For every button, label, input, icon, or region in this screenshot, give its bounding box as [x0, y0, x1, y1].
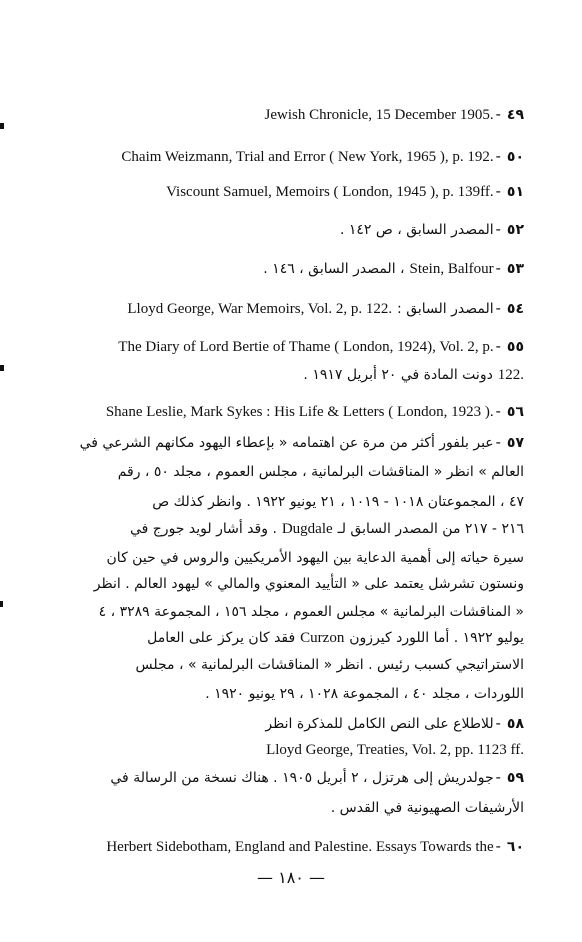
endnote-dash: - — [495, 433, 501, 451]
endnote-number: ٥٤ — [506, 301, 524, 317]
endnote-line — [50, 146, 524, 167]
endnote-continuation — [50, 601, 524, 622]
citation-text: Jewish Chronicle, 15 December 1905. — [264, 107, 494, 123]
citation-text: The Diary of Lord Bertie of Thame ( London, 1924), Vol. 2, p. — [118, 339, 494, 355]
arabic-text: . وقد أشار لويد جورج في — [129, 521, 277, 537]
arabic-text: ، المصدر السابق ، ١٤٦ . — [263, 261, 405, 277]
arabic-text: العالم » انظر « المناقشات البرلمانية ، مجلس العموم ، مجلد ٥٠ ، رقم — [117, 464, 524, 480]
endnote-line — [50, 767, 524, 788]
margin-mark — [0, 365, 4, 371]
arabic-text: سيرة حياته إلى أهمية الدعاية بين اليهود الأمريكيين والروس في حين كان — [106, 550, 524, 566]
page-number-value: ١٨٠ — [278, 868, 304, 887]
arabic-text: للاطلاع على النص الكامل للمذكرة انظر — [265, 716, 494, 732]
endnote-continuation — [50, 518, 524, 539]
citation-text: Lloyd George, War Memoirs, Vol. 2, p. 122. — [127, 301, 393, 317]
endnote-continuation — [50, 364, 524, 385]
endnote-dash: - — [495, 147, 501, 165]
arabic-text: « المناقشات البرلمانية » مجلس العموم ، مجلد ١٥٦ ، المجموعة ٣٢٨٩ ، ٤ — [98, 604, 524, 620]
arabic-text: المصدر السابق : — [397, 301, 494, 317]
endnote-line — [50, 401, 524, 422]
citation-text: Shane Leslie, Mark Sykes : His Life & Letters ( London, 1923 ). — [105, 404, 494, 420]
arabic-text: الأرشيفات الصهيونية في القدس . — [330, 800, 524, 816]
citation-text: Stein, Balfour — [409, 261, 494, 277]
endnote-dash: - — [495, 182, 501, 200]
endnote-number: ٦٠ — [506, 839, 524, 855]
arabic-text: ٤٧ ، المجموعتان ١٠١٨ - ١٠١٩ ، ٢١ يونيو ١٩٢٢ . وانظر كذلك ص — [152, 494, 524, 510]
endnote-number: ٥٥ — [506, 339, 524, 355]
endnote-line — [50, 258, 524, 279]
endnote-continuation — [50, 683, 524, 704]
citation-text: Herbert Sidebotham, England and Palestine. Essays Towards the — [106, 839, 494, 855]
citation-text: Viscount Samuel, Memoirs ( London, 1945 ), p. 139ff. — [166, 184, 494, 200]
endnote-continuation — [50, 547, 524, 568]
endnote-continuation — [50, 797, 524, 818]
endnote-number: ٥٨ — [506, 716, 524, 732]
endnote-dash: - — [495, 220, 501, 238]
citation-text: 122. — [497, 367, 524, 383]
margin-mark — [0, 123, 4, 129]
arabic-text: فقد كان يركز على العامل — [147, 630, 296, 646]
endnote-number: ٥٣ — [506, 261, 524, 277]
endnote-dash: - — [495, 259, 501, 277]
arabic-text: اللوردات ، مجلد ٤٠ ، المجموعة ١٠٢٨ ، ٢٩ يونيو ١٩٢٠ . — [205, 686, 524, 702]
arabic-text: عبر بلفور أكثر من مرة عن اهتمامه « بإعطاء اليهود مكانهم الشرعي في — [79, 435, 494, 451]
arabic-text: المصدر السابق ، ص ١٤٢ . — [339, 222, 494, 238]
endnote-line — [50, 104, 524, 125]
endnote-continuation — [50, 573, 524, 594]
arabic-text: يوليو ١٩٢٢ . أما اللورد كيرزون — [349, 630, 524, 646]
page-number: — ١٨٠ — — [257, 868, 325, 887]
arabic-text: جولدريش إلى هرتزل ، ٢ أبريل ١٩٠٥ . هناك نسخة من الرسالة في — [110, 770, 494, 786]
endnote-number: ٥٦ — [506, 404, 524, 420]
margin-mark — [0, 601, 3, 607]
arabic-text: الاستراتيجي كسبب رئيس . انظر « المناقشات البرلمانية » ، مجلس — [135, 657, 524, 673]
endnote-continuation — [50, 654, 524, 675]
endnote-line — [50, 219, 524, 240]
citation-text: Dugdale — [281, 521, 333, 537]
endnote-dash: - — [495, 402, 501, 420]
citation-text: Curzon — [300, 630, 345, 646]
endnote-continuation — [50, 461, 524, 482]
citation-text: Lloyd George, Treaties, Vol. 2, pp. 1123 ff. — [266, 742, 524, 758]
endnote-line — [50, 836, 524, 857]
endnote-dash: - — [495, 299, 501, 317]
arabic-text: دونت المادة في ٢٠ أبريل ١٩١٧ . — [303, 367, 493, 383]
endnote-line — [50, 181, 524, 202]
endnote-dash: - — [495, 837, 501, 855]
citation-text: Chaim Weizmann, Trial and Error ( New York, 1965 ), p. 192. — [121, 149, 494, 165]
endnote-continuation — [50, 627, 524, 648]
endnote-continuation — [50, 739, 524, 760]
endnote-number: ٤٩ — [506, 107, 524, 123]
arabic-text: ونستون تشرشل يعتمد على « التأييد المعنوي والمالي » ليهود العالم . انظر — [93, 576, 524, 592]
endnote-dash: - — [495, 714, 501, 732]
endnote-line — [50, 432, 524, 453]
endnote-number: ٥٢ — [506, 222, 524, 238]
arabic-text: ٢١٦ - ٢١٧ من المصدر السابق لـ — [337, 521, 524, 537]
endnote-line — [50, 713, 524, 734]
endnote-continuation — [50, 491, 524, 512]
endnote-line — [50, 298, 524, 319]
endnote-line — [50, 336, 524, 357]
endnote-dash: - — [495, 768, 501, 786]
endnote-number: ٥٧ — [506, 435, 524, 451]
endnote-number: ٥٠ — [506, 149, 524, 165]
endnote-dash: - — [495, 337, 501, 355]
endnote-number: ٥١ — [506, 184, 524, 200]
endnote-number: ٥٩ — [506, 770, 524, 786]
endnote-dash: - — [495, 105, 501, 123]
